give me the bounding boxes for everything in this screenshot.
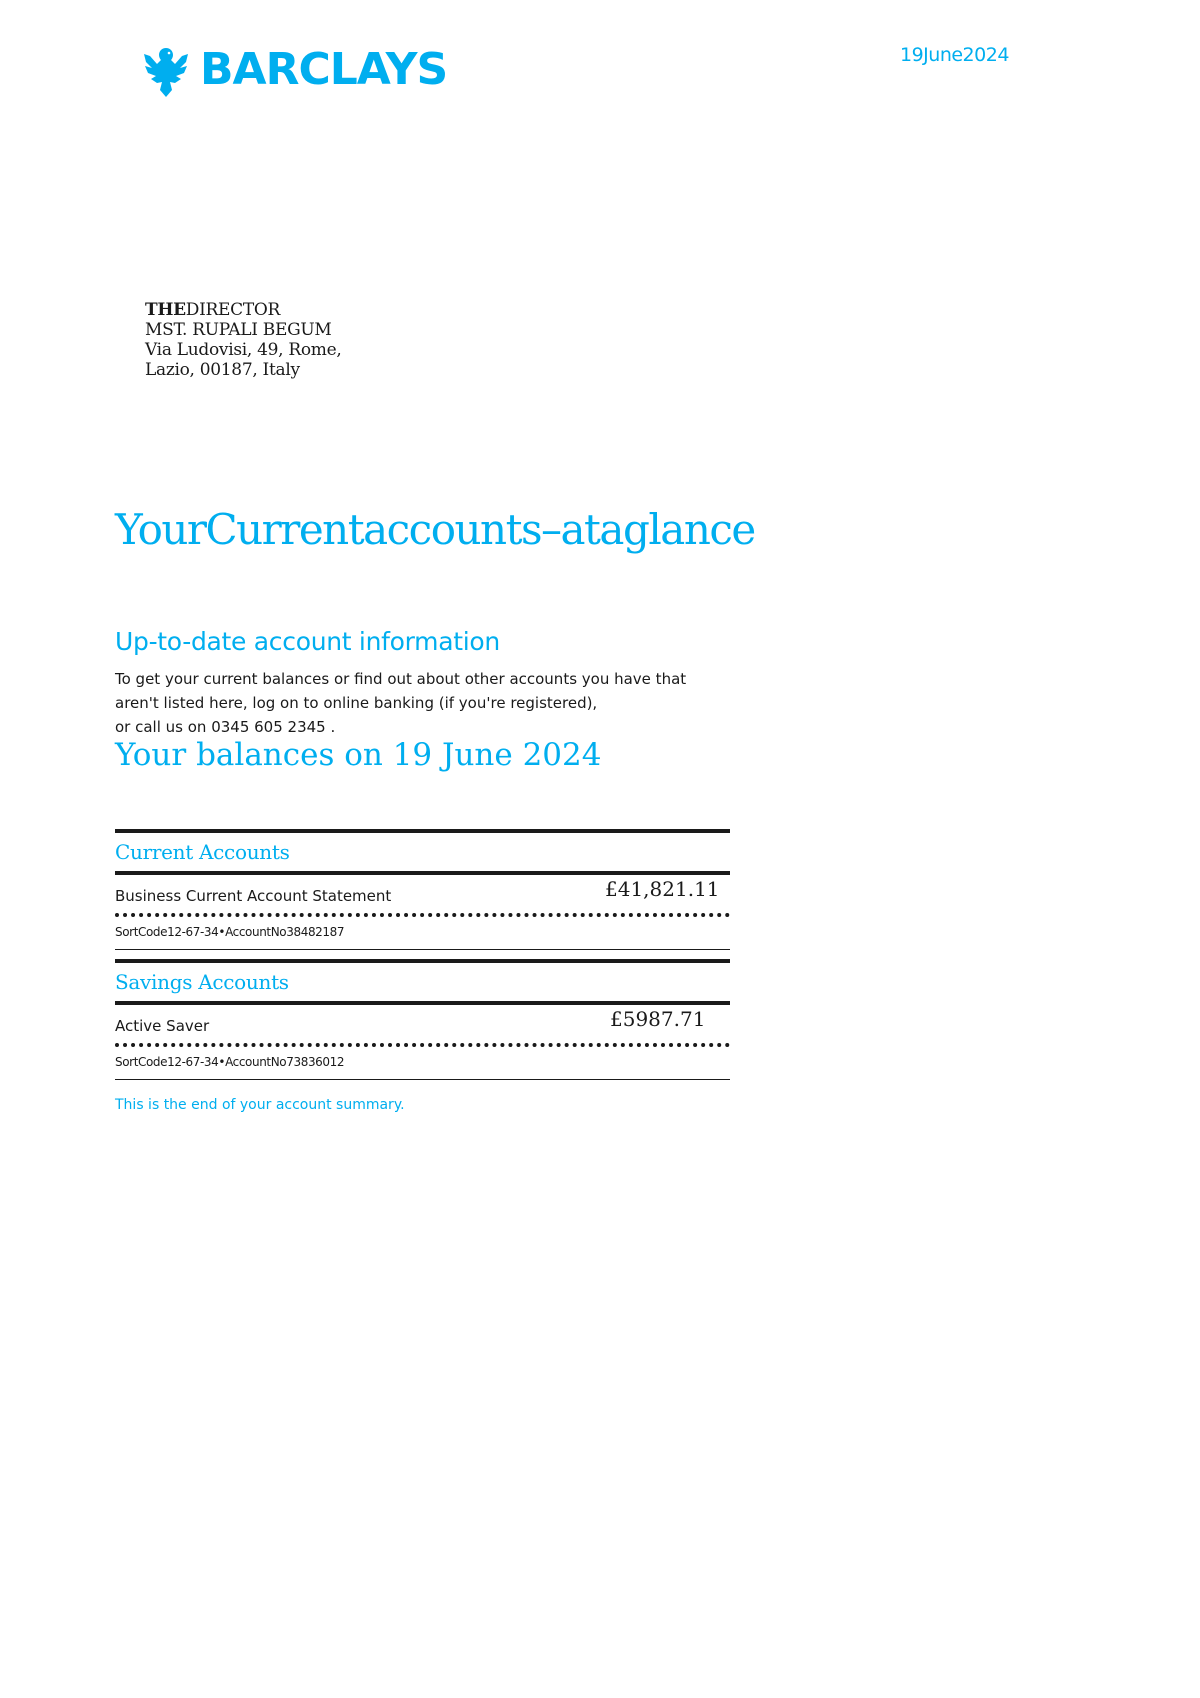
- account-identifiers: SortCode12-67-34•AccountNo73836012: [115, 1055, 345, 1069]
- end-of-summary-note: This is the end of your account summary.: [115, 1097, 405, 1113]
- address-line-4: Lazio, 00187, Italy: [145, 360, 300, 380]
- divider: [115, 1079, 730, 1080]
- page-title: YourCurrentaccounts–ataglance: [115, 505, 755, 554]
- account-identifiers: SortCode12-67-34•AccountNo38482187: [115, 925, 345, 939]
- accounts-table: [115, 829, 730, 1080]
- brand-name: BARCLAYS: [200, 44, 448, 95]
- balances-heading: Your balances on 19 June 2024: [115, 737, 602, 773]
- savings-accounts-title: Savings Accounts: [115, 970, 289, 994]
- letter-date: 19June2024: [900, 44, 1009, 66]
- account-balance: £5987.71: [610, 1007, 706, 1031]
- recipient-address: [145, 300, 341, 380]
- address-line-1-rest: DIRECTOR: [185, 300, 281, 320]
- account-row-savings: [115, 1005, 730, 1043]
- account-name: Business Current Account Statement: [115, 887, 392, 905]
- address-line-1-bold: THE: [145, 300, 186, 320]
- account-balance: £41,821.11: [605, 877, 720, 901]
- barclays-logo: [140, 42, 447, 98]
- address-line-2: MST. RUPALI BEGUM: [145, 320, 332, 340]
- info-line-1: To get your current balances or find out about other accounts you have that: [115, 670, 687, 688]
- info-line-3: or call us on 0345 605 2345 .: [115, 718, 336, 736]
- current-accounts-title: Current Accounts: [115, 840, 290, 864]
- account-row-current: [115, 875, 730, 913]
- info-line-2: aren't listed here, log on to online banking (if you're registered),: [115, 694, 598, 712]
- account-name: Active Saver: [115, 1017, 210, 1035]
- address-line-3: Via Ludovisi, 49, Rome,: [145, 340, 342, 360]
- eagle-icon: [140, 42, 192, 98]
- info-paragraph: [115, 667, 745, 739]
- address-line-1: [145, 300, 341, 320]
- info-heading: Up-to-date account information: [115, 627, 500, 656]
